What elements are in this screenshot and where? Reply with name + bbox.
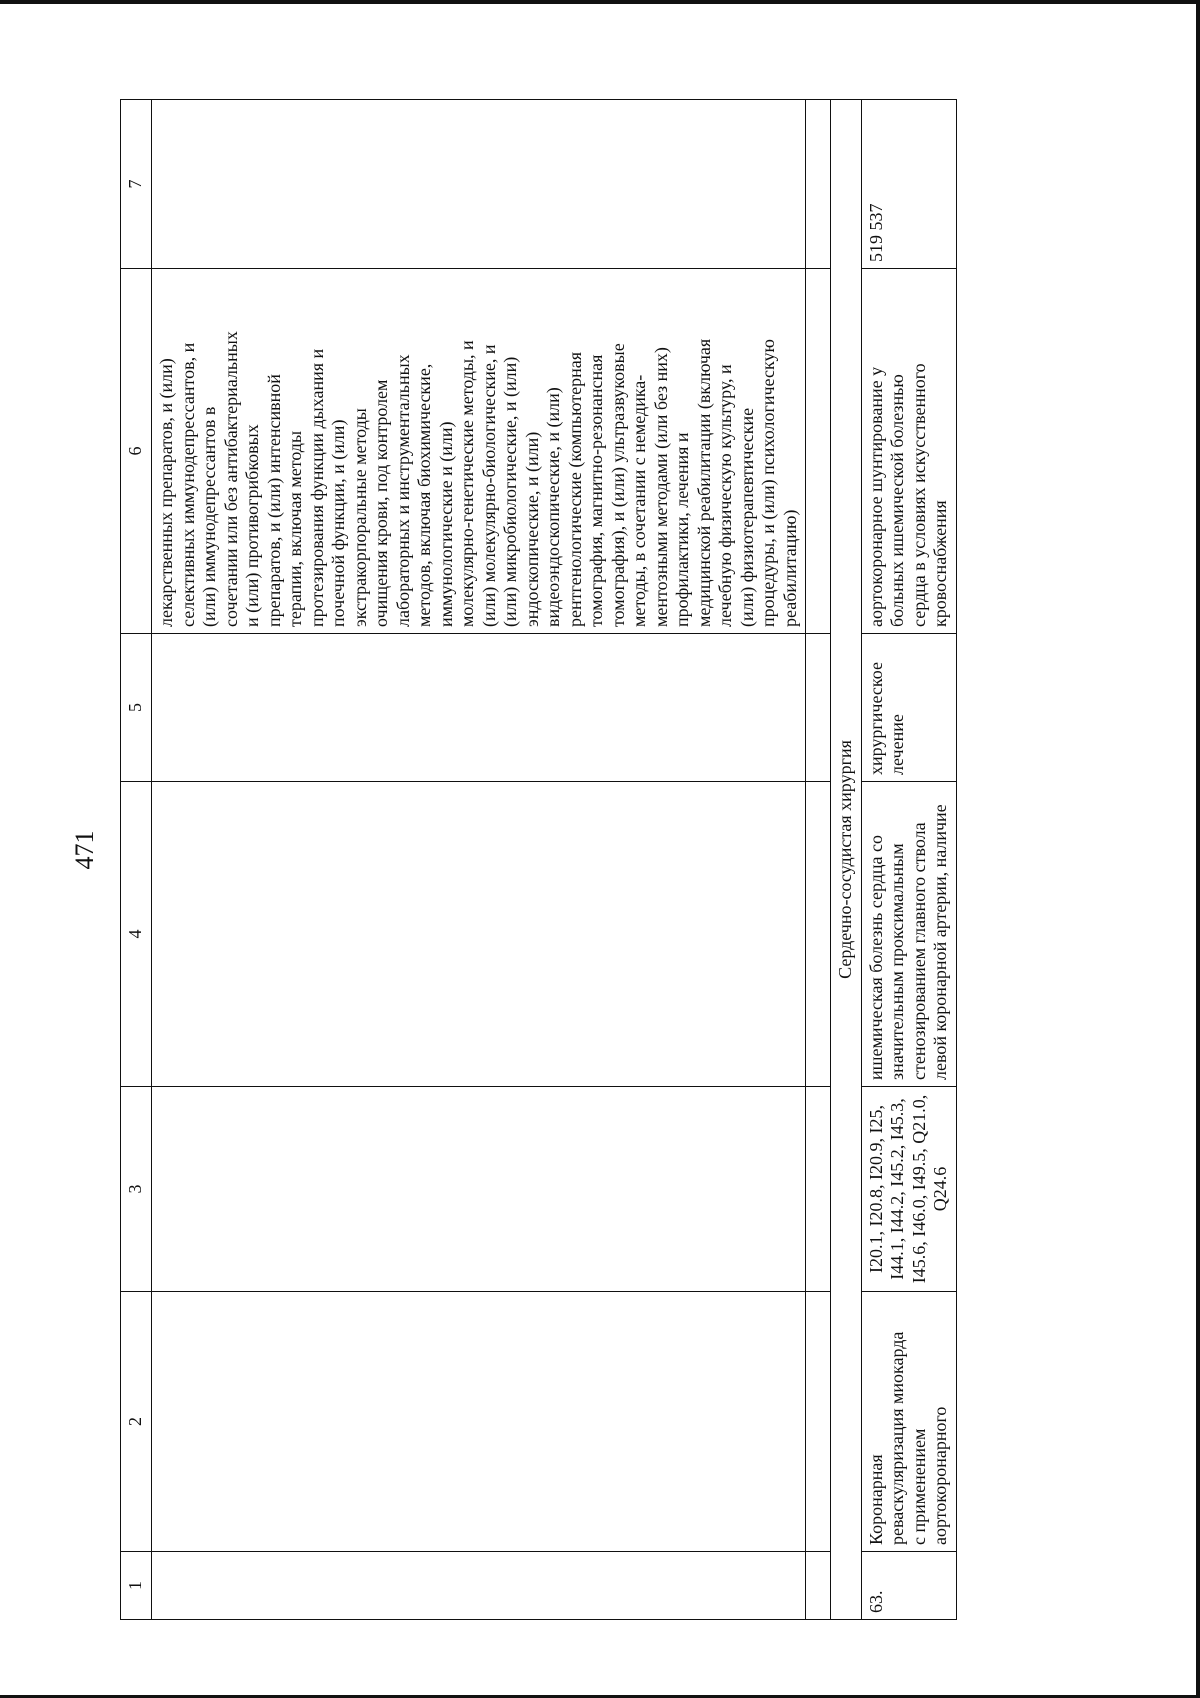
section-title: Сердечно-сосудистая хирургия bbox=[831, 100, 862, 1620]
row-number: 63. bbox=[861, 1552, 956, 1620]
empty-cell bbox=[806, 782, 831, 1087]
continuation-row bbox=[152, 100, 806, 1620]
section-row bbox=[831, 100, 862, 1620]
scan-edge-top bbox=[0, 0, 1200, 4]
empty-cell bbox=[806, 269, 831, 634]
patient-model: ишемическая болезнь сердца со значительным проксимальным стенозированием главного ствола левой коронарной артерии, наличие bbox=[861, 782, 956, 1087]
header-row bbox=[121, 100, 152, 1620]
page-number: 471 bbox=[70, 830, 99, 870]
empty-cell bbox=[152, 1552, 806, 1620]
empty-cell bbox=[806, 1552, 831, 1620]
empty-cell bbox=[806, 634, 831, 782]
header-cell: 3 bbox=[121, 1087, 152, 1292]
rotated-page bbox=[70, 100, 1020, 1620]
empty-cell bbox=[152, 100, 806, 269]
header-cell: 2 bbox=[121, 1292, 152, 1552]
cost-value: 519 537 bbox=[861, 100, 956, 269]
empty-cell bbox=[806, 1292, 831, 1552]
scan-edge-right bbox=[1196, 0, 1200, 1698]
header-cell: 5 bbox=[121, 634, 152, 782]
treatment-type: хирургическое лечение bbox=[861, 634, 956, 782]
diagnosis-codes: I20.1, I20.8, I20.9, I25, I44.1, I44.2, I45.2, I45.3, I45.6, I46.0, I49.5, Q21.0, Q24.6 bbox=[861, 1087, 956, 1292]
treatment-method: аортокоронарное шунтирование у больных ишемической болезнью сердца в условиях искусственного кровоснабжения bbox=[861, 269, 956, 634]
empty-cell bbox=[152, 634, 806, 782]
care-type-name: Коронарная реваскуляризация миокарда с применением аортокоронарного bbox=[861, 1292, 956, 1552]
header-cell: 6 bbox=[121, 269, 152, 634]
medical-care-table bbox=[120, 99, 957, 1620]
empty-cell bbox=[152, 782, 806, 1087]
empty-cell bbox=[806, 1087, 831, 1292]
empty-cell bbox=[806, 100, 831, 269]
table-row bbox=[861, 100, 956, 1620]
empty-cell bbox=[152, 1292, 806, 1552]
empty-cell bbox=[152, 1087, 806, 1292]
spacer-row bbox=[806, 100, 831, 1620]
header-cell: 7 bbox=[121, 100, 152, 269]
header-cell: 1 bbox=[121, 1552, 152, 1620]
method-description-cell: лекарственных препаратов, и (или) селективных иммунодепрессантов, и (или) иммунодепрессантов в сочетании или без антибактериальных и (или) противогрибковых препаратов, и (или) интенсивной терапии, включая методы протезирования функции дыхания и почечной функции, и (или) экстракорпоральные методы очищения крови, под контролем лабораторных и инструментальных методов, включая биохимические, иммунологические и (или) молекулярно-генетические методы, и (или) молекулярно-биологические, и (или) микробиологические, и (или) эндоскопические, и (или) видеоэндоскопические, и (или) рентгенологические (компьютерная томография, магнитно-резонансная томография), и (или) ультразвуковые методы, в сочетании с немедика- ментозными методами (или без них) профилактики, лечения и медицинской реабилитации (включая лечебную физическую культуру, и (или) физиотерапевтические процедуры, и (или) психологическую реабилитацию) bbox=[152, 269, 806, 634]
header-cell: 4 bbox=[121, 782, 152, 1087]
